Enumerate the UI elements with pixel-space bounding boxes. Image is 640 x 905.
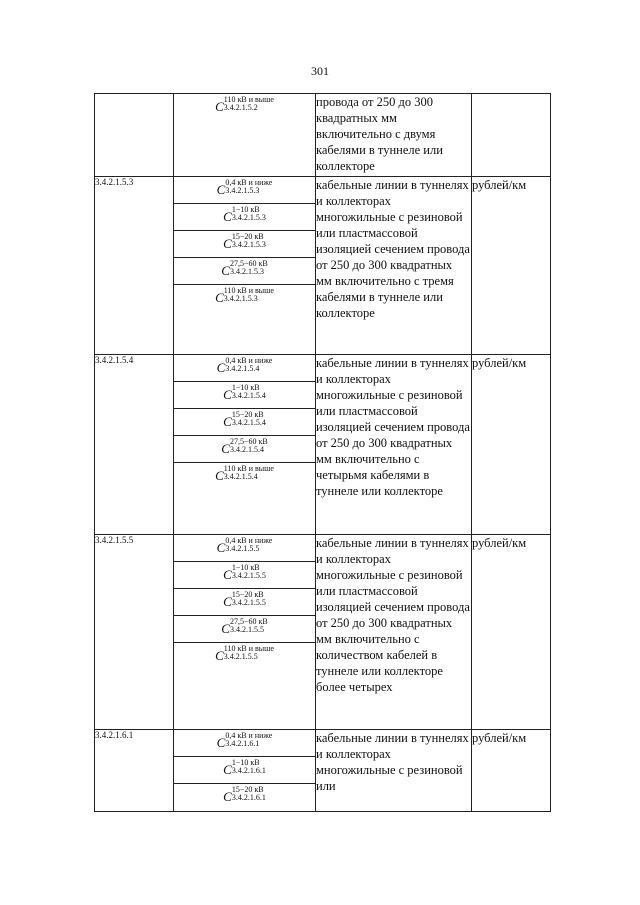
symbol-entry: [174, 436, 315, 463]
symbol-letter: C: [223, 414, 232, 429]
symbol-index: 3.4.2.1.5.4: [231, 391, 266, 400]
symbol-entry: [174, 258, 315, 285]
symbol-index: 3.4.2.1.5.5: [223, 652, 258, 661]
symbol-entry: [174, 589, 315, 616]
symbol-letter: C: [221, 263, 230, 278]
voltage-label: 1−10 кВ: [231, 205, 260, 214]
symbol-index: 3.4.2.1.6.1: [231, 766, 266, 775]
row-description: кабельные линии в туннелях и коллекторах многожильные с резиновой или пластмассовой изоляцией сечением провода от 250 до 300 квадратных мм включительно с количеством кабелей в туннеле или коллекторе более четырех: [316, 535, 472, 730]
symbol-cell: [174, 94, 316, 177]
symbol-entry: [174, 757, 315, 784]
symbol-index: 3.4.2.1.5.3: [229, 267, 264, 276]
symbol-letter: C: [223, 762, 232, 777]
symbol-letter: C: [216, 735, 226, 750]
symbol-cell: [174, 355, 316, 535]
symbol-entry: [174, 463, 315, 483]
symbol-index: 3.4.2.1.5.4: [223, 472, 258, 481]
symbol-index: 3.4.2.1.5.5: [231, 571, 266, 580]
voltage-label: 110 кВ и выше: [223, 286, 274, 295]
row-unit: рублей/км: [472, 355, 551, 535]
row-code: 3.4.2.1.5.3: [95, 177, 174, 355]
voltage-label: 1−10 кВ: [231, 563, 260, 572]
symbol-index: 3.4.2.1.5.4: [231, 418, 266, 427]
symbol-index: 3.4.2.1.5.5: [229, 625, 264, 634]
symbol-entry: [174, 177, 315, 204]
symbol-entry: [174, 204, 315, 231]
table-row: [95, 535, 551, 730]
row-code: [95, 94, 174, 177]
symbol-letter: C: [223, 387, 232, 402]
symbol-letter: C: [221, 621, 230, 636]
row-unit: рублей/км: [472, 535, 551, 730]
symbol-cell: [174, 730, 316, 812]
row-description: кабельные линии в туннелях и коллекторах многожильные с резиновой или: [316, 730, 472, 812]
symbol-entry: [174, 784, 315, 804]
voltage-label: 15−20 кВ: [231, 785, 264, 794]
voltage-label: 15−20 кВ: [231, 590, 264, 599]
symbol-letter: C: [216, 360, 226, 375]
symbol-letter: C: [223, 594, 232, 609]
row-unit: [472, 94, 551, 177]
symbol-letter: C: [215, 648, 224, 663]
symbol-letter: C: [221, 441, 230, 456]
voltage-label: 0,4 кВ и ниже: [225, 178, 273, 187]
symbol-cell: [174, 535, 316, 730]
symbol-entry: [174, 94, 315, 120]
symbol-index: 3.4.2.1.5.5: [231, 598, 266, 607]
voltage-label: 110 кВ и выше: [223, 644, 274, 653]
voltage-label: 27,5−60 кВ: [229, 259, 268, 268]
voltage-label: 15−20 кВ: [231, 410, 264, 419]
symbol-letter: C: [216, 182, 226, 197]
symbol-index: 3.4.2.1.5.3: [223, 294, 258, 303]
row-unit: рублей/км: [472, 730, 551, 812]
tariff-table: [94, 93, 551, 812]
symbol-letter: C: [223, 236, 232, 251]
symbol-index: 3.4.2.1.6.1: [225, 739, 260, 748]
symbol-entry: [174, 616, 315, 643]
voltage-label: 110 кВ и выше: [223, 95, 274, 104]
symbol-entry: [174, 285, 315, 305]
symbol-index: 3.4.2.1.5.3: [225, 186, 260, 195]
page-number: 301: [311, 64, 329, 78]
row-code: 3.4.2.1.6.1: [95, 730, 174, 812]
table-row: [95, 94, 551, 177]
voltage-label: 27,5−60 кВ: [229, 617, 268, 626]
symbol-letter: C: [215, 290, 224, 305]
voltage-label: 1−10 кВ: [231, 383, 260, 392]
symbol-entry: [174, 562, 315, 589]
row-code: 3.4.2.1.5.4: [95, 355, 174, 535]
symbol-letter: C: [223, 209, 232, 224]
symbol-entry: [174, 231, 315, 258]
table-row: [95, 730, 551, 812]
symbol-index: 3.4.2.1.5.3: [231, 240, 266, 249]
symbol-index: 3.4.2.1.5.2: [223, 103, 258, 112]
row-description: кабельные линии в туннелях и коллекторах многожильные с резиновой или пластмассовой изоляцией сечением провода от 250 до 300 квадратных мм включительно с тремя кабелями в туннеле или коллекторе: [316, 177, 472, 355]
voltage-label: 27,5−60 кВ: [229, 437, 268, 446]
symbol-entry: [174, 535, 315, 562]
symbol-letter: C: [223, 789, 232, 804]
symbol-letter: C: [215, 468, 224, 483]
symbol-entry: [174, 355, 315, 382]
symbol-letter: C: [215, 99, 224, 114]
voltage-label: 0,4 кВ и ниже: [225, 356, 273, 365]
voltage-label: 1−10 кВ: [231, 758, 260, 767]
symbol-entry: [174, 409, 315, 436]
row-code: 3.4.2.1.5.5: [95, 535, 174, 730]
symbol-entry: [174, 382, 315, 409]
row-unit: рублей/км: [472, 177, 551, 355]
symbol-index: 3.4.2.1.5.4: [229, 445, 264, 454]
symbol-index: 3.4.2.1.6.1: [231, 793, 266, 802]
row-description: кабельные линии в туннелях и коллекторах многожильные с резиновой или пластмассовой изоляцией сечением провода от 250 до 300 квадратных мм включительно с четырьмя кабелями в туннеле или коллекторе: [316, 355, 472, 535]
symbol-index: 3.4.2.1.5.5: [225, 544, 260, 553]
voltage-label: 0,4 кВ и ниже: [225, 536, 273, 545]
symbol-index: 3.4.2.1.5.3: [231, 213, 266, 222]
symbol-letter: C: [216, 540, 226, 555]
table-row: [95, 177, 551, 355]
symbol-entry: [174, 730, 315, 757]
symbol-entry: [174, 643, 315, 663]
table-row: [95, 355, 551, 535]
voltage-label: 110 кВ и выше: [223, 464, 274, 473]
symbol-cell: [174, 177, 316, 355]
voltage-label: 0,4 кВ и ниже: [225, 731, 273, 740]
symbol-index: 3.4.2.1.5.4: [225, 364, 260, 373]
row-description: провода от 250 до 300 квадратных мм включительно с двумя кабелями в туннеле или коллекторе: [316, 94, 472, 177]
symbol-letter: C: [223, 567, 232, 582]
voltage-label: 15−20 кВ: [231, 232, 264, 241]
